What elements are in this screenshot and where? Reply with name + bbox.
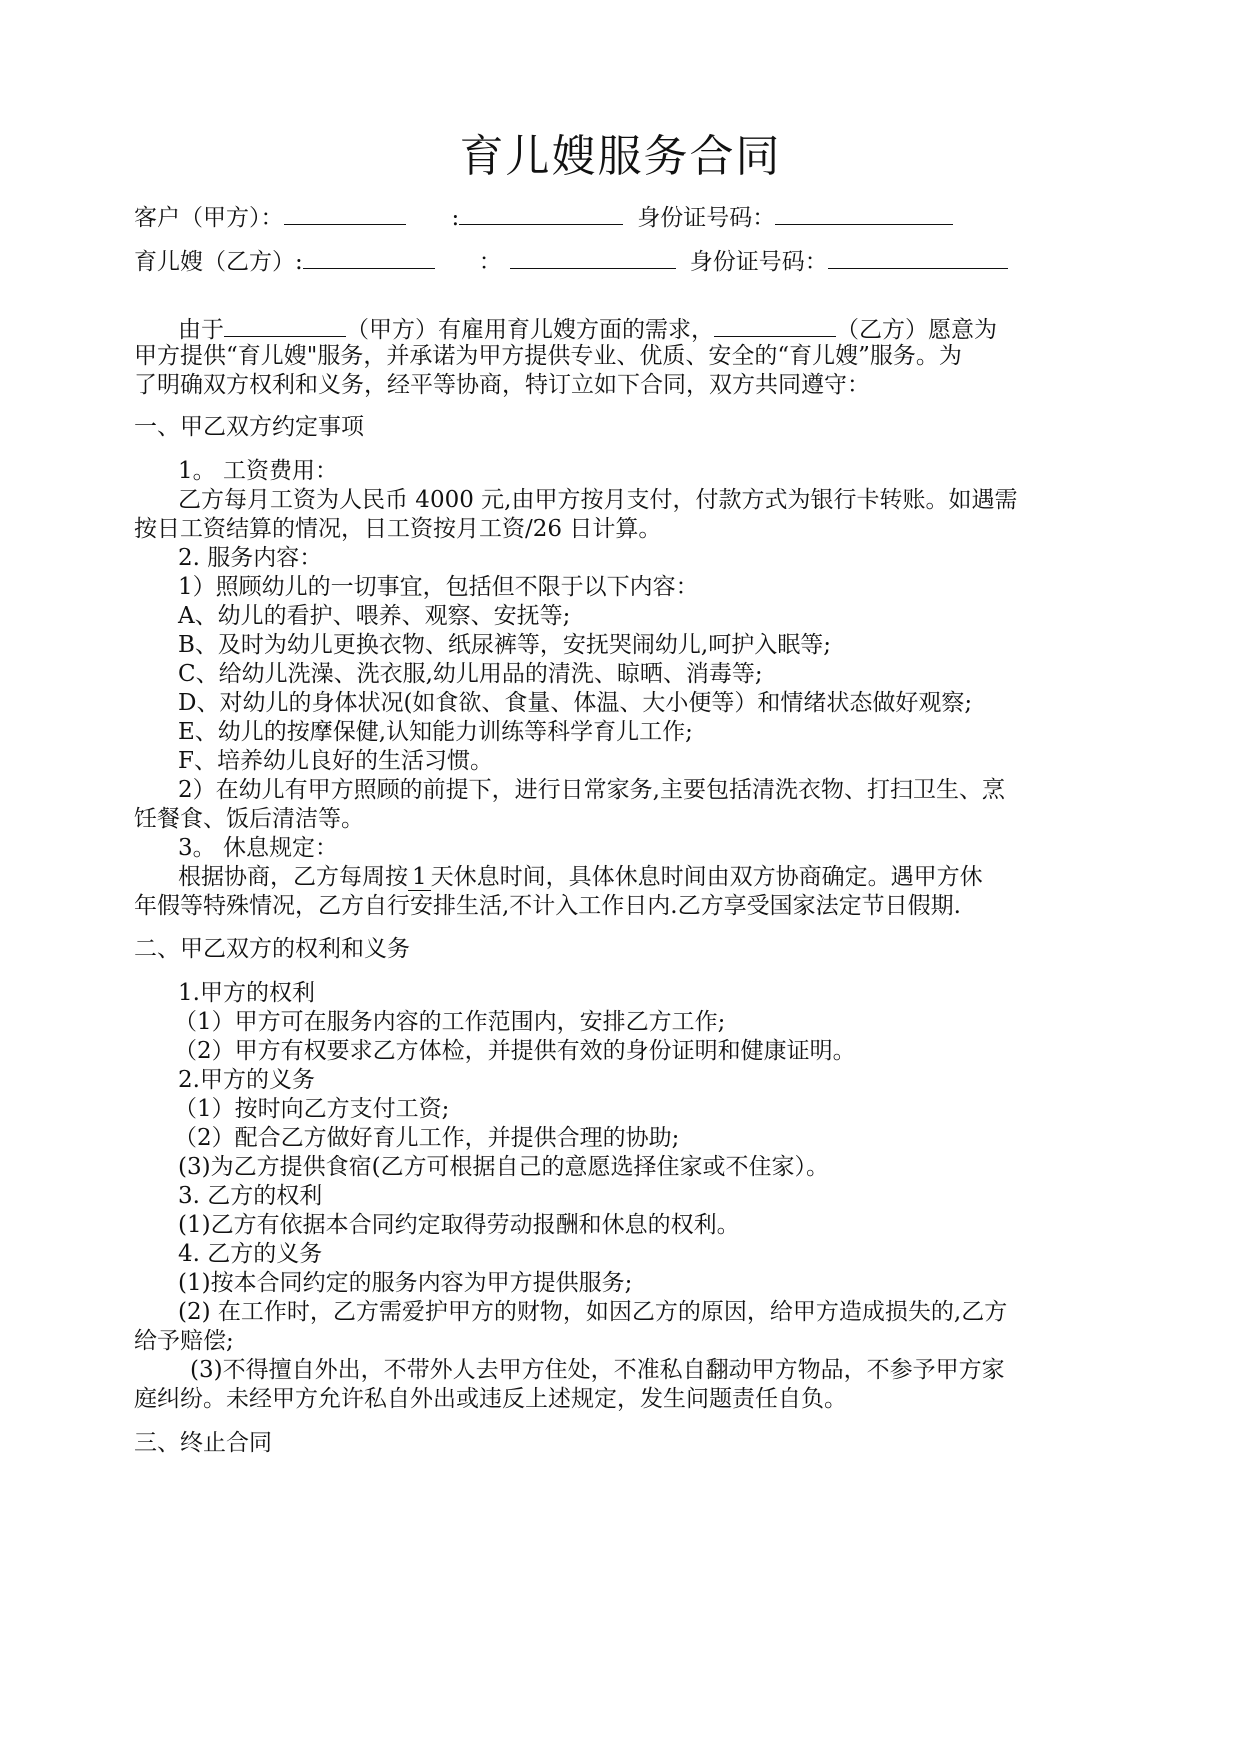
clause: 给予赔偿; — [134, 1328, 234, 1354]
list-item: C、给幼儿洗澡、洗衣服,幼儿用品的清洗、晾晒、消毒等; — [178, 661, 763, 687]
list-item: B、及时为幼儿更换衣物、纸尿裤等，安抚哭闹幼儿,呵护入眠等; — [178, 632, 831, 658]
list-item: A、幼儿的看护、喂养、观察、安抚等; — [178, 603, 571, 629]
party-b-duties-title: 4. 乙方的义务 — [178, 1241, 323, 1267]
clause: （1）按时向乙方支付工资; — [174, 1096, 450, 1122]
nanny-line — [134, 244, 1008, 278]
intro-line-2: 甲方提供“育儿嫂"服务，并承诺为甲方提供专业、优质、安全的“育儿嫂”服务。为 — [134, 343, 962, 369]
section-2-heading: 二、甲乙双方的权利和义务 — [134, 936, 410, 962]
party-a-rights-title: 1.甲方的权利 — [178, 980, 315, 1006]
item-2-title: 2. 服务内容： — [178, 545, 323, 571]
intro-nanny-blank[interactable] — [714, 312, 836, 337]
party-b-rights-title: 3. 乙方的权利 — [178, 1183, 323, 1209]
section-1-heading: 一、甲乙双方约定事项 — [134, 414, 364, 440]
rest-days-value: 1 — [408, 864, 431, 891]
clause: (3)不得擅自外出，不带外人去甲方住处，不准私自翻动甲方物品，不参予甲方家 — [190, 1357, 1005, 1383]
list-item: F、培养幼儿良好的生活习惯。 — [178, 748, 493, 774]
list-item: E、幼儿的按摩保健,认知能力训练等科学育儿工作; — [178, 719, 693, 745]
rest-text: 根据协商，乙方每周按 — [178, 864, 408, 890]
nanny-id-blank[interactable] — [828, 244, 1008, 269]
nanny-label: 育儿嫂（乙方）: — [134, 249, 303, 275]
nanny-colon: ： — [478, 249, 502, 275]
intro-client-blank[interactable] — [224, 312, 346, 337]
clause: 庭纠纷。未经甲方允许私自外出或违反上述规定，发生问题责任自负。 — [134, 1386, 847, 1412]
clause: (2) 在工作时，乙方需爱护甲方的财物，如因乙方的原因，给甲方造成损失的,乙方 — [178, 1299, 1008, 1325]
client-id-blank[interactable] — [775, 200, 953, 225]
list-item: D、对幼儿的身体状况(如食欲、食量、体温、大小便等）和情绪状态做好观察; — [178, 690, 973, 716]
item-3-text: 年假等特殊情况，乙方自行安排生活,不计入工作日内.乙方享受国家法定节日假期. — [134, 893, 961, 919]
client-id-label: 身份证号码： — [637, 205, 776, 231]
nanny-id-label: 身份证号码： — [689, 249, 828, 275]
item-3-text — [178, 862, 983, 893]
item-2-sub-2: 2）在幼儿有甲方照顾的前提下，进行日常家务,主要包括清洗衣物、打扫卫生、烹 — [178, 777, 1005, 803]
party-a-duties-title: 2.甲方的义务 — [178, 1067, 315, 1093]
item-2-sub-2: 饪餐食、饭后清洁等。 — [134, 806, 364, 832]
clause: (1)按本合同约定的服务内容为甲方提供服务; — [178, 1270, 633, 1296]
client-label: 客户（甲方）： — [134, 205, 284, 231]
clause: (3)为乙方提供食宿(乙方可根据自己的意愿选择住家或不住家）。 — [178, 1154, 830, 1180]
rest-text: 天休息时间，具体休息时间由双方协商确定。遇甲方休 — [430, 864, 983, 890]
client-colon: : — [451, 205, 460, 231]
intro-line-3: 了明确双方权利和义务，经平等协商，特订立如下合同，双方共同遵守： — [134, 372, 870, 398]
item-1-text: 按日工资结算的情况，日工资按月工资/26 日计算。 — [134, 516, 662, 542]
document-title: 育儿嫂服务合同 — [459, 131, 782, 182]
intro-text: （甲方）有雇用育儿嫂方面的需求， — [346, 317, 714, 343]
intro-text: 由于 — [178, 317, 224, 343]
clause: (1)乙方有依据本合同约定取得劳动报酬和休息的权利。 — [178, 1212, 740, 1238]
client-field-blank[interactable] — [459, 200, 623, 225]
client-name-blank[interactable] — [284, 200, 406, 225]
intro-text: （乙方）愿意为 — [836, 317, 997, 343]
item-3-title: 3。 休息规定： — [178, 835, 338, 861]
item-2-sub-1: 1）照顾幼儿的一切事宜，包括但不限于以下内容： — [178, 574, 699, 600]
nanny-name-blank[interactable] — [303, 244, 435, 269]
item-1-title: 1。 工资费用： — [178, 458, 338, 484]
client-line — [134, 200, 953, 234]
section-3-heading: 三、终止合同 — [134, 1430, 272, 1456]
item-1-text: 乙方每月工资为人民币 4000 元,由甲方按月支付，付款方式为银行卡转账。如遇需 — [178, 487, 1018, 513]
clause: （2）甲方有权要求乙方体检，并提供有效的身份证明和健康证明。 — [174, 1038, 856, 1064]
clause: （1）甲方可在服务内容的工作范围内，安排乙方工作; — [174, 1009, 726, 1035]
nanny-field-blank[interactable] — [510, 244, 676, 269]
clause: （2）配合乙方做好育儿工作，并提供合理的协助; — [174, 1125, 680, 1151]
